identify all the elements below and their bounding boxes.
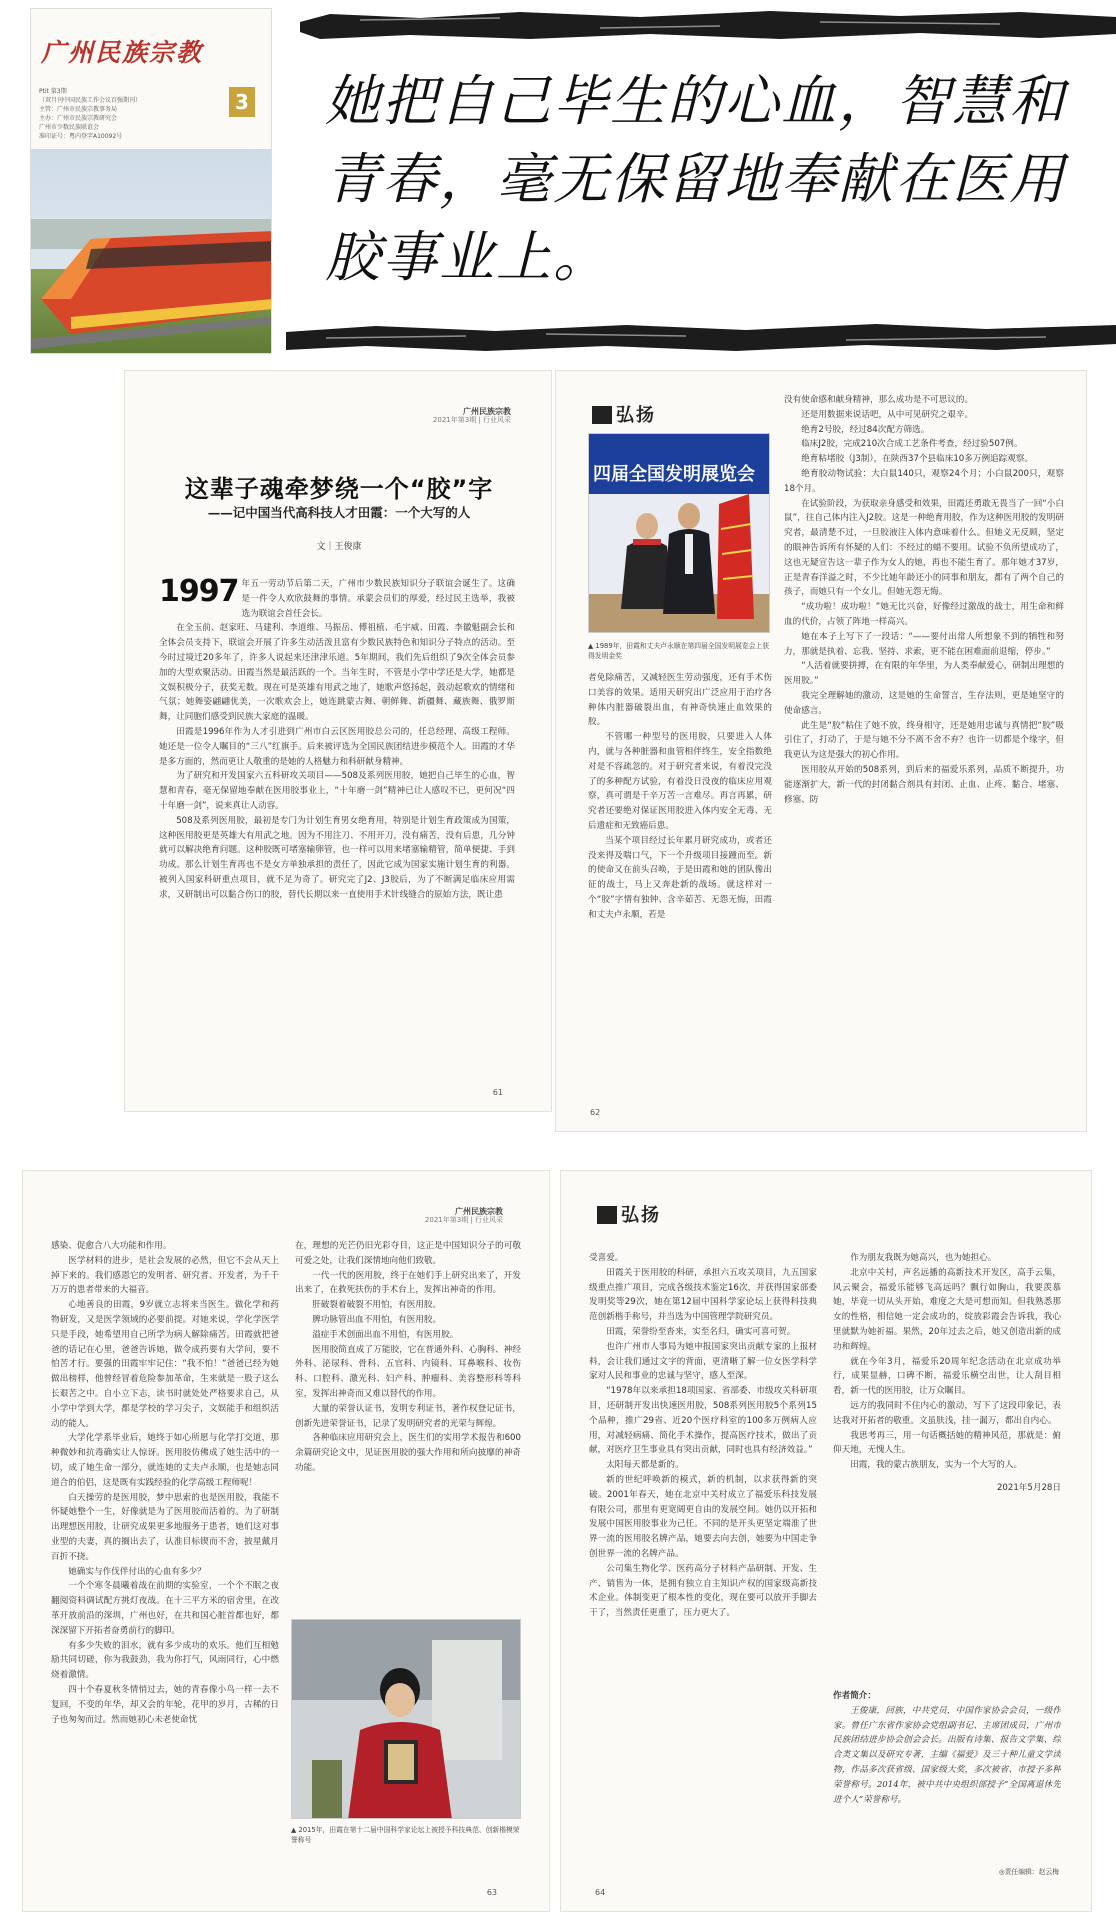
paragraph: “成功啦！成功啦！”她无比兴奋，好像经过激战的战士，用生命和鲜血的代价，占领了阵地一样高兴。 [784,602,1064,627]
paragraph: 没有使命感和献身精神，那么成功是不可思议的。 [784,395,974,405]
paragraph: 当某个项目经过长年累月研究成功，或者还没来得及喘口气，下一个升级项目接踵而至。新的使命又在前头召唤，于是田霞和她的团队像出征的战士，马上又奔赴新的战场。就这样对一个“胶”字情有独钟、含辛茹苦、无怨无悔，田霞和丈夫卢永顺，若是 [588,835,772,920]
photo-caption: ▲ 1989年，田霞和丈夫卢永顺在第四届全国发明展览会上获得发明金奖 [588,642,770,660]
text-column-right [833,1251,1061,1671]
paragraph: 也许广州市人事局为她申报国家突出贡献专家的上报材料，会让我们通过文字的背面，更清晰了解一位女医学科学家对人民和事业的忠诚与坚守，感人至深。 [589,1341,817,1382]
article-body [159,577,515,1077]
paragraph: 新的世纪呼唤新的模式，新的机制，以求获得新的突破。2001年春天，她在北京中关村成立了福爱乐科技发展有限公司，那里有更宽阔更自由的发展空间。她仍以开拓和发展中国医用胶事业为己任。不同的是开头更坚定端准了世界一流的医用胶名牌产品，她要去向去创，她要为中国走争创世界一流的名牌产品。 [589,1474,817,1559]
paragraph: 受喜爱。 [589,1253,624,1263]
honor-photo-image [292,1620,521,1819]
paragraph: 田霞，我的蒙古族朋友，实为一个大写的人。 [850,1460,1023,1471]
article-date: 2021年5月28日 [996,1482,1061,1493]
paragraph: 在全玉前、赵家旺、马建利、李道维、马振岳、傅祖植、毛宇威、田霞、李徽魁副会长和全体会员支持下，联谊会开展了许多生动活泼且富有少数民族特色和知识分子特点的活动。至今时过境迁20多年了，许多人说起来还津津乐道。5年期间，我们先后组织了9次全体会员参加的大型欢聚活动。田霞当然是最活跃的一个。当年生时，不管是小学中学还是大学，她都是文娱积极分子，获奖无数。现在可是英雄有用武之地了，她歌声悠扬起，鼓动起歌欢的情绪和气氛；她舞姿翩翩优美，一次歌欢会上，她连跳蒙古舞、朝鲜舞、新疆舞、藏族舞、俄罗斯舞，让同胞们感受到民族大家庭的温暖。 [159,623,515,723]
cover-meta: Ptit 第3期 （双月刊中国民族工作会议百强期刊） 主管：广州市民族宗教事务局 主办：广州市民族宗教研究会 广州市少数民族联谊会 准印证号：粤内登字A10092号 [39,88,142,140]
header-banner [0,0,1116,362]
paragraph: 绝育2号胶，经过84次配方筛选。 [801,424,930,435]
paragraph: 感染、促愈合八大功能和作用。 [51,1241,172,1251]
magazine-page-63 [22,1170,550,1912]
paragraph: 田霞关于医用胶的科研，承担六五攻关项目，九五国家级重点推广项目，完成各级技术鉴定16次，并获得国家部委发明奖等29次，她在第12届中国科学家论坛上获得科技典范创新楷手称号，并当选为中国管理学院研究员。 [589,1267,817,1323]
paragraph: 她确实与作伐伴付出的心血有多少？ [68,1566,206,1577]
paragraph: 脾功脉管出血不用怕，有医用胶。 [312,1314,442,1325]
award-photo [588,433,770,633]
photo-caption: ▲ 2015年，田霞在第十二届中国科学家论坛上被授予科技典范、创新楷模荣誉称号 [291,1826,520,1844]
cover-issue-badge: 3 [229,87,255,117]
paragraph: 各种临床应用研究会上，医生们的实用学术报告和600余篇研究论文中，见证医用胶的强大作用和所向披靡的神奇功能。 [295,1433,521,1473]
column-square-icon [597,1206,617,1224]
running-header: 广州民族宗教 2021年第3期 | 行业风采 [432,407,511,424]
drop-year: 1997 [159,577,239,609]
paragraph: 医用胶简直成了万能胶，它在普通外科、心胸科、神经外科、泌尿科、骨科、五官科、内镜科、耳鼻喉科、妆伤科、口腔科、激光科、妇产科、肿瘤科、美容整形科等科室，发挥出神奇而又难以替代的作用。 [295,1344,521,1399]
paragraph: 田霞是1996年作为人才引进到广州市白云区医用胶总公司的，任总经理、高级工程师。她还是一位令人瞩目的“三八”红旗手。后来被评选为全国民族团结进步模范个人。田霞的才华是多方面的，然而更让人敬重的是她的人格魅力和科研献身精神。 [159,726,515,767]
paragraph: 远方的我同时不住内心的激动，写下了这段印象记，表达我对开拓者的敬重。文虽肤浅，挂一漏万，都出自内心。 [833,1400,1061,1426]
author-bio-title: 作者简介： [833,1691,876,1701]
article-subtitle: ——记中国当代高科技人才田霞：一个大写的人 [207,505,471,520]
paragraph: 她在本子上写下了一段话：“——要付出常人所想象不到的牺牲和努力，那就是执着、忘我、坚持、求索，更不能在困难面前退缩，停步。” [784,631,1064,657]
paragraph: 医学材料的进步，是社会发展的必然，但它不会从天上掉下来的。我们感恩它的发明者、研究者、开发者，为千千万万的患者带来的大福音。 [51,1255,279,1296]
paragraph: 绝育粘堵胶（J3制），在陕西37个县临床10多万例追踪观察。 [801,454,1034,465]
paragraph: 我思考再三，用一句话概括她的精神风范，那就是：俯仰天地，无愧人生。 [833,1430,1061,1456]
editor-credit: ◎责任编辑：赵云梅 [998,1868,1059,1876]
paragraph: 田霞，荣誉纷至沓来，实至名归，确实可喜可贺。 [606,1326,796,1337]
text-column-left [588,671,772,1101]
article-lead: 1997 年五一劳动节后第二天，广州市少数民族知识分子联谊会诞生了。这确是一件令人欢欣鼓舞的事情。承蒙会员们的厚爱，经过民主选举，我被选为联谊会首任会长。 [159,577,515,619]
brush-stroke-top [300,8,1116,42]
magazine-page-61 [124,370,552,1112]
article-author: 文｜王俊康 [316,542,362,552]
magazine-page-62 [555,370,1087,1132]
paragraph: “人活着就要拼搏，在有限的年华里，为人类奉献爱心，研制出理想的医用胶。” [784,661,1064,687]
paragraph: 还是用数据来说话吧，从中可见研究之艰辛。 [801,409,974,420]
feature-quote: 她把自己毕生的心血，智慧和青春，毫无保留地奉献在医用胶事业上。 [325,69,1067,289]
paragraph: 绝育胶动物试验：大白鼠140只，观察24个月；小白鼠200只，观察18个月。 [784,468,1064,494]
magazine-page-64 [560,1170,1092,1912]
paragraph: 肝破裂着破裂不用怕，有医用胶。 [312,1300,442,1311]
text-column-right [295,1239,521,1599]
paragraph: 公司集生物化学、医药高分子材料产品研制、开发、生产、销售为一体，是拥有独立自主知识产权的国家级高新技术企业。体制变更了根本性的变化，现在要可以放开手脚去干了，当然责任更重了，压力更大了。 [589,1563,817,1619]
paragraph: 一个个寒冬晨曦着战在前期的实验室，一个个不眠之夜翻阅资料调试配方挑灯夜战。在十三平方米的宿舍里，在改革开放前沿的深圳，广州也好，在共和国心脏首都也好，都深深留下开拓者奋勇前行的脚印。 [51,1581,279,1636]
brush-stroke-bottom [286,320,1116,354]
paragraph: 大量的荣誉认证书，发明专利证书，著作权登记证书，创新先进荣誉证书，记录了发明研究者的光荣与辉煌。 [295,1403,521,1429]
paragraph: 者免除痛苦，又减轻医生劳动强度，还有手术伤口美容的效果。适用天研究出广泛应用于治疗各种体内脏器破裂出血，有神奇快速止血效果的胶。 [588,673,772,728]
paragraph: 太阳每天都是新的。 [606,1460,684,1471]
page-number: 62 [590,1108,601,1117]
cover-tram-photo [31,149,272,354]
honor-photo [291,1619,521,1819]
cover-title: 广州民族宗教 [41,38,204,67]
paragraph: 大学化学系毕业后，她终于如心所愿与化学打交道，那种微妙和抗毒确实让人惊讶。医用胶仿佛成了她生活中的一切，成了她生命一部分，就连她的丈夫卢永顺，也是她志同道合的伯侣，这是既有实践经验的化学高级工程师呢！ [51,1433,279,1488]
paragraph: 有多少失败的泪水，就有多少成功的欢乐。他们互相勉励共同切磋，你为我鼓劲，我为你打气，风雨同行，心中燃烧着激情。 [51,1640,279,1681]
column-mark: 弘扬 [592,401,656,427]
paragraph: 临床J2胶，完成210次合成工艺条件考查，经过验507例。 [801,439,1023,450]
column-square-icon [592,406,612,424]
paragraph: 我完全理解她的激动，这是她的生命誓言，生存法则，更是她坚守的使命感言。 [784,690,1064,716]
paragraph: “1978年以来承担18项国家、省部委、市级攻关科研项目，还研制开发出快速医用胶，508系列医用胶5个系列15个品种，推广29省、近20个医疗科室的100多万例病人应用，对减轻病痛、简化手术操作，提高医疗技术，做出了贡献，对医疗卫生事业具有突出贡献，同时也具有经济效益。” [589,1386,817,1456]
paragraph: 心地善良的田霞，9岁就立志将来当医生。做化学和药物研发，又是医学领域的必要前提。对她来说，学化学医学只是手段，她希望用自己所学为病人解除痛苦。田霞就把爸爸的话记在心里，爸爸告诉她，做令成药要有大学问，要不怕苦才行。要强的田霞牢牢记住：“我不怕！”爸爸已经为她做出榜样，他曾经冒着危险参加革命，生来就是一股子这么长艰苦之中。自小立下志，读书时就处处严格要求自己，从小学中学到大学，都是学校的学习尖子，文娱能手和组织活动的能人。 [51,1300,279,1429]
paragraph: 在，理想的光芒仍旧光彩夺目，这正是中国知识分子的可敬可爱之处，让我们深情地向他们致敬。 [295,1241,521,1266]
paragraph: 508及系列医用胶，最初是专门为计划生育男女绝育用，特别是计划生育政策成为国策，这种医用胶更是英雄大有用武之地。因为不用注刀、不用开刀，没有痛苦，没有后患，几分钟就可以解决绝育问题。这种胶既可堵塞输卵管，也一样可以用来堵塞输精管，简单便捷、手到功成。那么计划生育再也不是女方单独承担的责任了，因此它成为国家实施计划生育的利器。被列入国家科研重点项目，就不足为奇了。研究完了J2、J3胶后，为了不断满足临床应用需求，又研制出可以黏合伤口的胶，替代长期以来一直使用手术针线缝合的原始方法，既让患 [159,815,515,900]
paragraph: 作为朋友我既为她高兴，也为她担心。 [850,1253,997,1263]
text-column-right [784,393,1064,1109]
paragraph: 北京中关村，声名远播的高新技术开发区，高手云集，风云聚会，福爱乐能够飞高远吗？飘行如胸山，我要羡慕她，毕竟一切从头开始，难度之大是可想而知。但我熟悉那女的性格，相信她一定会成功的，绽放彩霞会告诉我，我心里就默为她祈福。果然，20年过去之后，她又创造出新的成功和辉煌。 [833,1267,1061,1352]
paragraph: 四十个春夏秋冬情悄过去，她的青春像小鸟一样一去不复回，不变的年华，却又会的年轮，花甲的岁月，古稀的日子也匆匆而过。然而她初心未老使命忧 [51,1684,279,1725]
paragraph: 一代一代的医用胶，终于在她们手上研究出来了，开发出来了，在救死扶伤的手术台上，发挥出神奇的作用。 [295,1270,521,1296]
author-bio-text: 王俊康，回族，中共党员，中国作家协会会员，一级作家。曾任广东省作家协会党组副书记、主席团成员，广州市民族团结进步协会创会会长。出版有诗集、报告文学集、综合类文集以及研究专著，主编《福爱》及三十种儿童文学读物，作品多次获省级、国家级大奖，多次被省、市授予多种荣誉称号。2014年，被中共中央组织部授予“全国离退休先进个人”荣誉称号。 [833,1705,1061,1805]
running-header: 广州民族宗教 2021年第3期 | 行业风采 [424,1207,503,1224]
page-number: 64 [595,1888,606,1897]
photo-banner-text: 四届全国发明展览会 [593,464,755,485]
text-column-left [589,1251,817,1881]
article-title: 这辈子魂牵梦绕一个“胶”字 [184,475,494,503]
paragraph: 溢症手术创面出血不用怕，有医用胶。 [312,1329,459,1340]
page-number: 61 [492,1088,503,1097]
paragraph: 为了研究和开发国家六五科研攻关项目——508及系列医用胶，她把自己毕生的心血，智慧和青春，毫无保留地奉献在医用胶事业上，“十年磨一剑”精神已让人感叹不已，更何况“四十年磨一剑”，说来真让人动容。 [159,771,515,811]
page-number: 63 [486,1888,497,1897]
column-mark: 弘扬 [597,1201,661,1227]
paragraph: 不管哪一种型号的医用胶，只要进入人体内，就与各种脏器和血管相伴终生，安全指数绝对是不容疏忽的。对于研究者来说，有着没完没了的多种配方试验，有着没日没夜的临床应用观察，真可谓是千辛万苦一言难尽。再言再累，研究者还要绝对保证医用胶进入体内安全无毒、无后遗症和无致癌后患。 [588,732,772,831]
author-bio [833,1689,1061,1859]
paragraph: 在试验阶段，为获取亲身感受和效果，田霞还勇敢无畏当了一回“小白鼠”，往自己体内注入J2胶。这是一种绝育用胶，作为这种医用胶的发明研究者，最清楚不过，一旦胶液注入体内意味着什么。但她义无反顾，坚定的眼神告诉所有怀疑的人们：不经过的蜡不要用。试验不负所望成功了，这也无疑宣告这一辈子作为女人的她，再也不能生育了。那年她才37岁，正是青春洋溢之时，不少比她年龄还小的同事和朋友，都有了两个自己的孩子，而她只有一个女儿。但她无怨无悔。 [784,498,1064,598]
paragraph: 此生是“胶”粘住了她不放，终身相守，还是她用忠诚与真情把“胶”吸引住了，打动了，于是与她不分不离不舍不弃？也许一切都是个缘字，但我更认为这是强大的初心作用。 [784,720,1064,761]
paragraph: 白天操劳的是医用胶，梦中思索的也是医用胶，我能不怀疑她整个一生，好像就是为了医用胶而活着的。为了研制出理想医用胶，让研究成果更多地服务于患者，她们这对事业型的夫妻，真的搁出去了，认准目标锲而不舍，披星戴月百折不挠。 [51,1492,279,1562]
magazine-cover [30,8,272,354]
paragraph: 医用胶从开始的508系列，到后来的福爱乐系列，品质不断提升，功能逐渐扩大，新一代的封闭黏合剂具有封闭、止血、止疼、黏合、堵塞、修塞、防 [784,764,1064,805]
text-column-left [51,1239,279,1889]
paragraph: 就在今年3月，福爱乐20周年纪念活动在北京成功举行，成果显赫，口碑不断，福爱乐横空出世，让人刮目相看，新一代的医用胶，让万众瞩目。 [833,1356,1061,1397]
